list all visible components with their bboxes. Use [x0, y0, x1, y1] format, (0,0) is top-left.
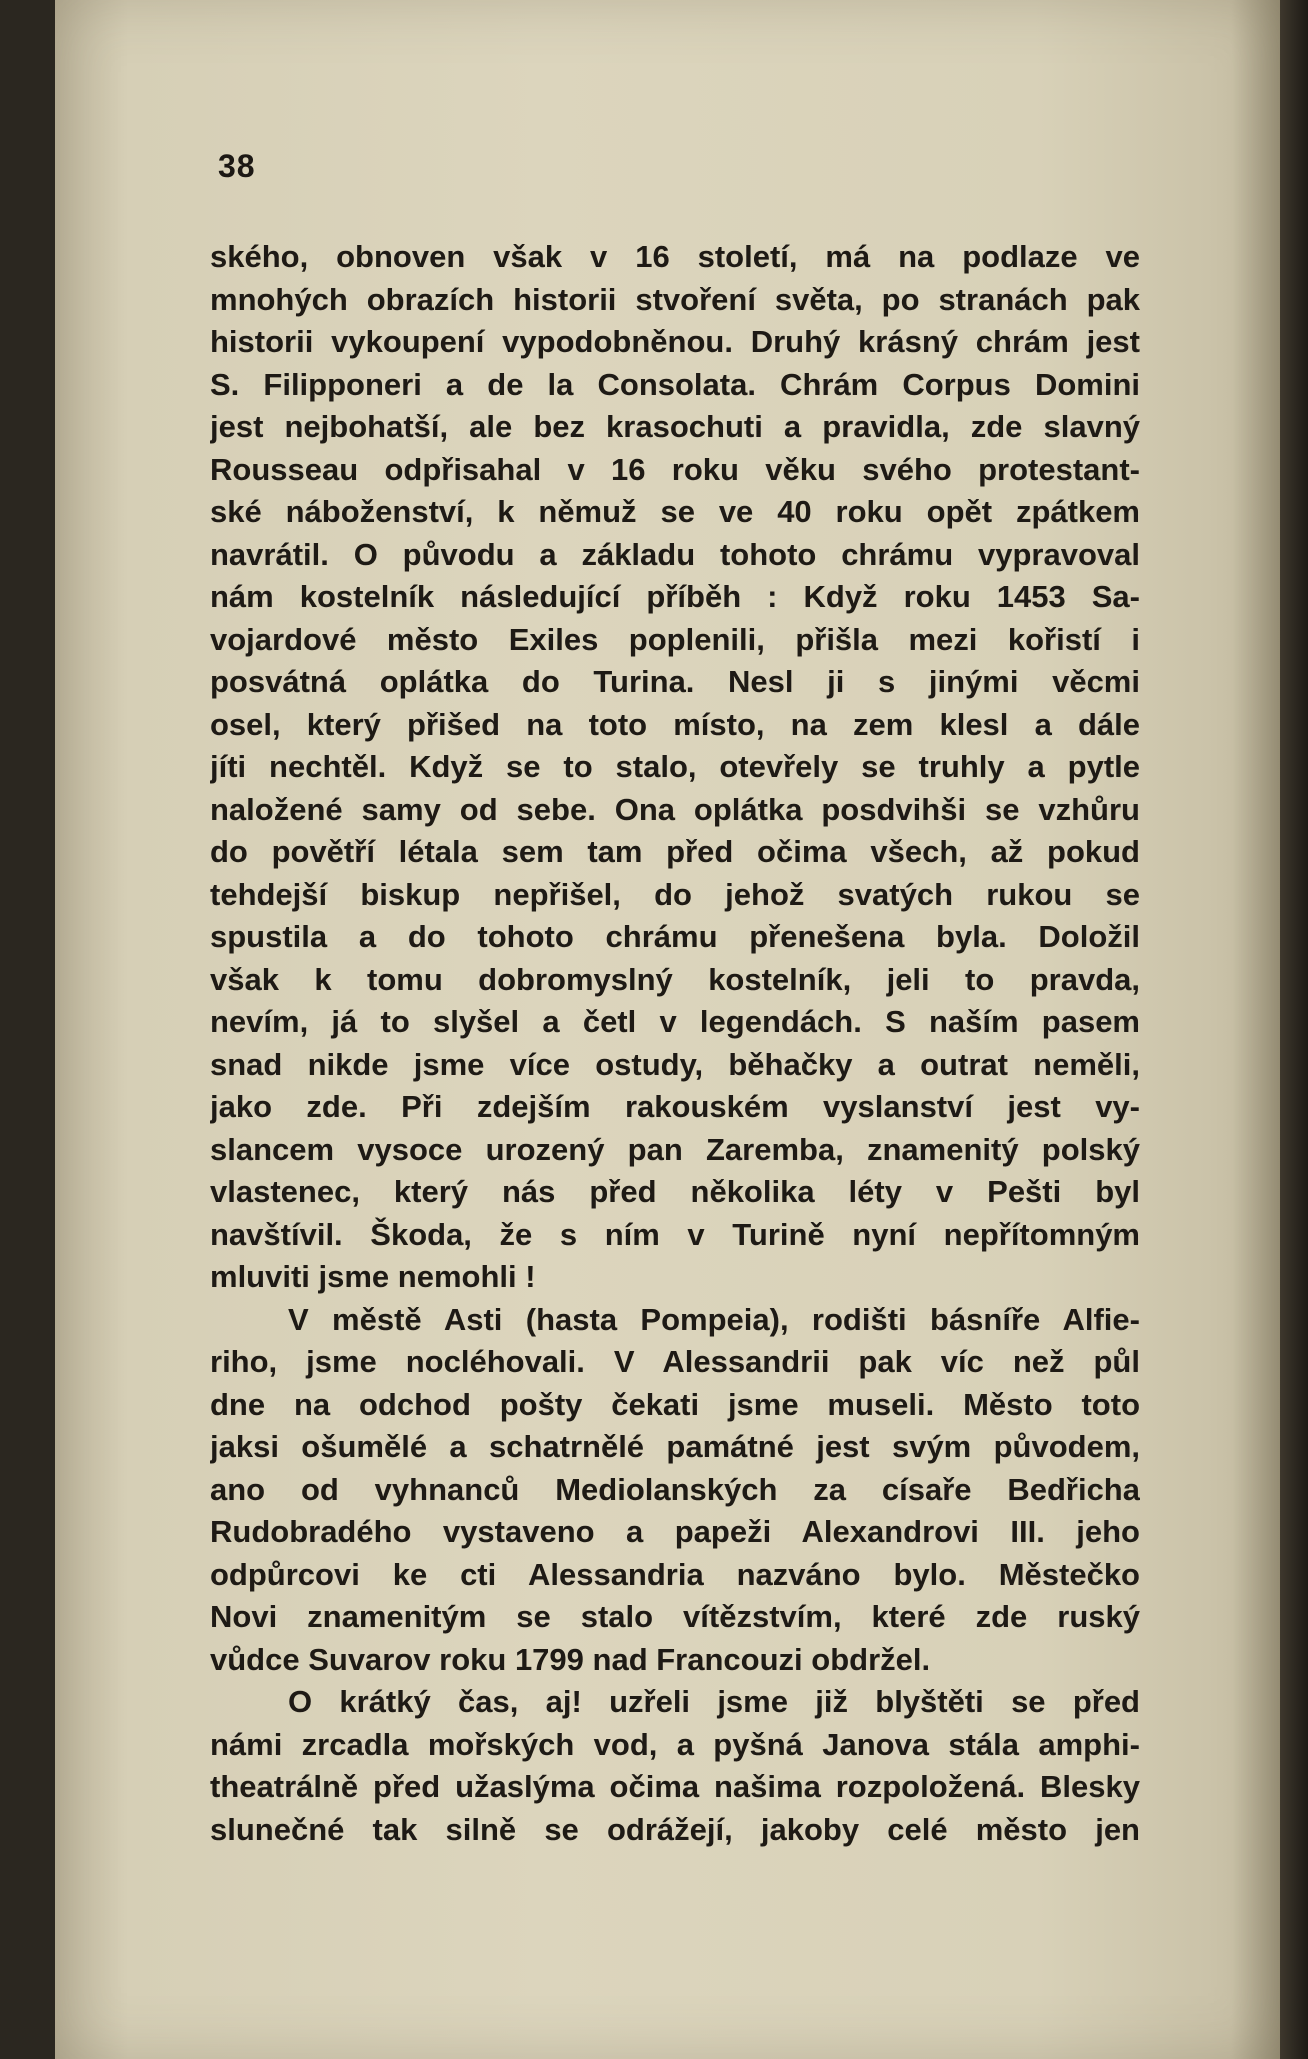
text-line: historii vykoupení vypodobněnou. Druhý krásný chrám jest [210, 324, 1140, 359]
text-line: ské náboženství, k němuž se ve 40 roku opět zpátkem [210, 494, 1140, 529]
text-line: navštívil. Škoda, že s ním v Turině nyní nepřítomným [210, 1216, 1140, 1252]
text-line: slancem vysoce urozený pan Zaremba, znamenitý polský [210, 1131, 1140, 1167]
text-line: S. Filipponeri a de la Consolata. Chrám Corpus Domini [210, 366, 1140, 402]
text-line: nevím, já to slyšel a četl v legendách. S naším pasem [210, 1004, 1140, 1039]
text-line: slunečné tak silně se odrážejí, jakoby celé město jen [210, 1811, 1140, 1847]
text-line: mnohých obrazích historii stvoření světa, po stranách pak [210, 281, 1140, 317]
text-line: theatrálně před užaslýma očima našima rozpoložená. Blesky [210, 1769, 1140, 1804]
text-line: jest nejbohatší, ale bez krasochuti a pravidla, zde slavný [210, 409, 1140, 444]
text-line: jako zde. Při zdejším rakouském vyslanství jest vy- [210, 1089, 1140, 1124]
text-line: ano od vyhnanců Mediolanských za císaře Bedřicha [210, 1471, 1140, 1507]
text-line: Novi znamenitým se stalo vítězstvím, které zde ruský [210, 1599, 1140, 1634]
text-line: do povětří létala sem tam před očima všech, až pokud [210, 834, 1140, 869]
text-line: V městě Asti (hasta Pompeia), rodišti básníře Alfie- [288, 1301, 1140, 1337]
text-line: odpůrcovi ke cti Alessandria nazváno bylo. Městečko [210, 1556, 1140, 1592]
text-line: nám kostelník následující příběh : Když roku 1453 Sa- [210, 579, 1140, 614]
page-number: 38 [218, 148, 256, 184]
text-line: ského, obnoven však v 16 století, má na podlaze ve [210, 239, 1140, 274]
body-text [210, 236, 1140, 1851]
text-line: snad nikde jsme více ostudy, běhačky a outrat neměli, [210, 1046, 1140, 1082]
text-line: však k tomu dobromyslný kostelník, jeli to pravda, [210, 961, 1140, 997]
text-line: Rousseau odpřisahal v 16 roku věku svého protestant- [210, 451, 1140, 487]
text-line: jaksi ošumělé a schatrnělé památné jest svým původem, [210, 1429, 1140, 1464]
text-line: osel, který přišed na toto místo, na zem klesl a dále [210, 706, 1140, 742]
text-line: naložené samy od sebe. Ona oplátka posdvihši se vzhůru [210, 791, 1140, 827]
text-line: Rudobradého vystaveno a papeži Alexandrovi III. jeho [210, 1514, 1140, 1549]
text-line: navrátil. O původu a základu tohoto chrámu vypravoval [210, 536, 1140, 572]
text-line: spustila a do tohoto chrámu přenešena byla. Doložil [210, 919, 1140, 954]
text-line: posvátná oplátka do Turina. Nesl ji s jinými věcmi [210, 664, 1140, 699]
text-line: O krátký čas, aj! uzřeli jsme již blyštěti se před [288, 1684, 1140, 1719]
text-line: vlastenec, který nás před několika léty v Pešti byl [210, 1174, 1140, 1209]
text-line: jíti nechtěl. Když se to stalo, otevřely se truhly a pytle [210, 749, 1140, 784]
text-line: námi zrcadla mořských vod, a pyšná Janova stála amphi- [210, 1726, 1140, 1762]
text-line: vůdce Suvarov roku 1799 nad Francouzi obdržel. [210, 1641, 931, 1677]
text-line: mluviti jsme nemohli ! [210, 1259, 536, 1294]
text-line: dne na odchod pošty čekati jsme museli. Město toto [210, 1386, 1140, 1422]
page-edge-shadow [1280, 0, 1308, 2059]
text-line: riho, jsme nocléhovali. V Alessandrii pak víc než půl [210, 1344, 1140, 1379]
text-line: tehdejší biskup nepřišel, do jehož svatých rukou se [210, 876, 1140, 912]
text-line: vojardové město Exiles poplenili, přišla mezi kořistí i [210, 621, 1140, 657]
